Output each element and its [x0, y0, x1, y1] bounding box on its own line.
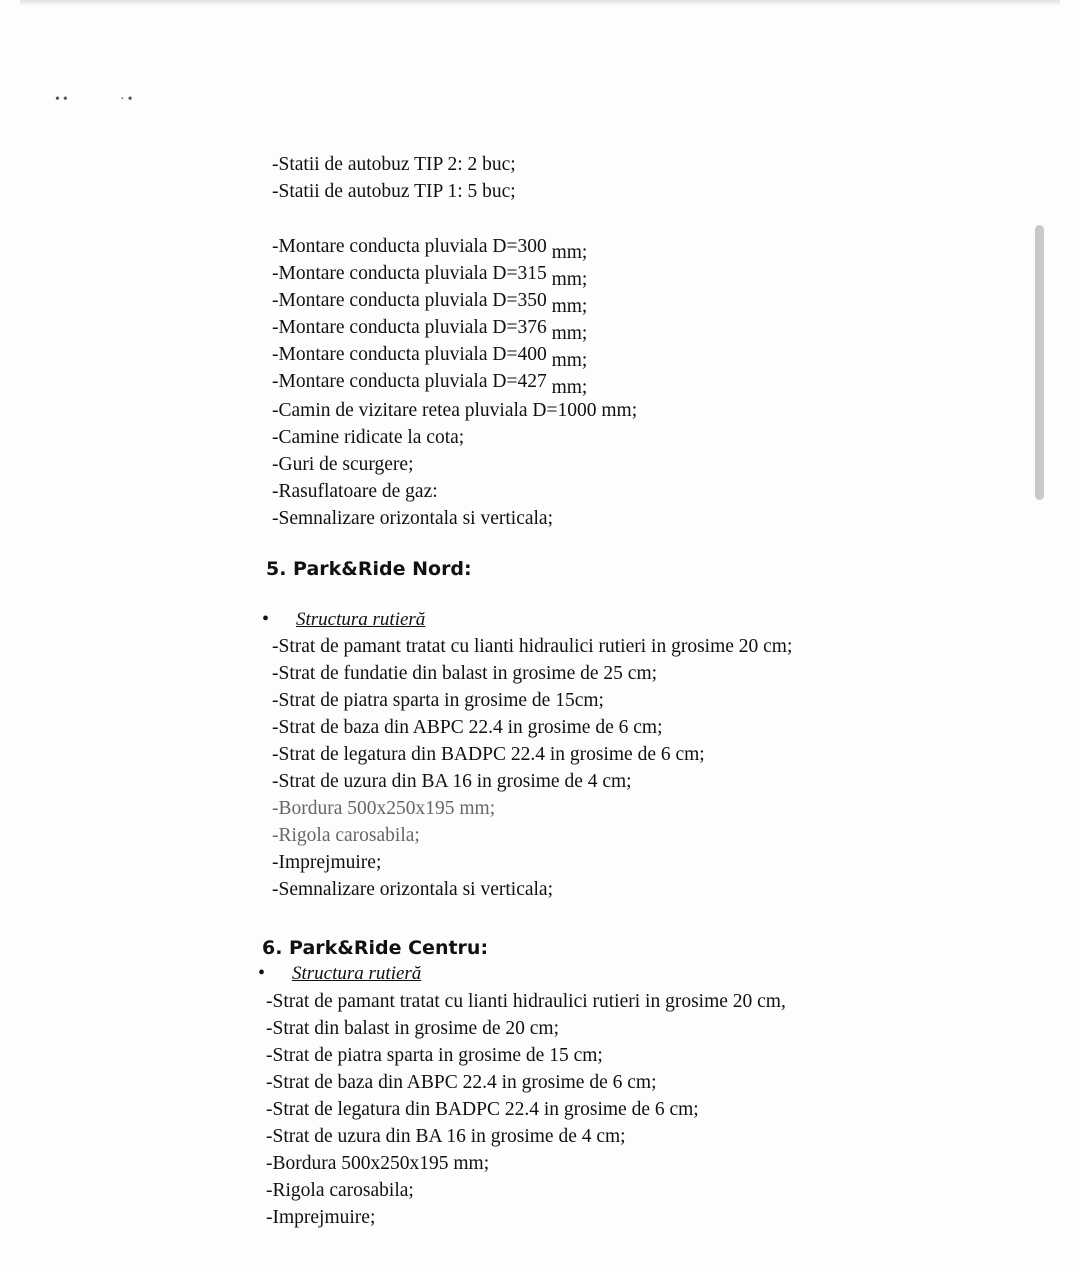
list-item: -Semnalizare orizontala si verticala;: [272, 879, 553, 900]
list-item: -Bordura 500x250x195 mm;: [266, 1153, 490, 1174]
bullet-label: Structura rutieră: [296, 609, 426, 630]
storm-pipes-list: [272, 233, 588, 398]
list-item: -Strat de uzura din BA 16 in grosime de 4 cm;: [266, 1126, 626, 1147]
list-item: -Montare conducta pluviala D=350 mm;: [272, 290, 588, 317]
list-item: -Strat de pamant tratat cu lianti hidraulici rutieri in grosime 20 cm;: [272, 636, 793, 657]
list-item: -Montare conducta pluviala D=400 mm;: [272, 344, 588, 371]
bullet-structura-rutiera: [258, 962, 421, 985]
list-item: -Strat din balast in grosime de 20 cm;: [266, 1018, 559, 1039]
list-item: -Statii de autobuz TIP 2: 2 buc;: [272, 154, 516, 175]
bus-stations-list: [272, 151, 516, 205]
list-item: -Bordura 500x250x195 mm;: [272, 798, 496, 819]
scan-speck: ••: [55, 92, 71, 107]
list-item: -Strat de fundatie din balast in grosime de 25 cm;: [272, 663, 658, 684]
bullet-structura-rutiera: [262, 608, 425, 631]
list-item: -Camin de vizitare retea pluviala D=1000 mm;: [272, 400, 638, 421]
list-item: -Strat de pamant tratat cu lianti hidraulici rutieri in grosime 20 cm,: [266, 991, 786, 1012]
list-item: -Rigola carosabila;: [272, 825, 420, 846]
list-item: -Guri de scurgere;: [272, 454, 414, 475]
bullet-dot-icon: •: [258, 962, 266, 984]
list-item: -Montare conducta pluviala D=427 mm;: [272, 371, 588, 398]
scan-edge-shadow: [20, 0, 1060, 6]
list-item: -Strat de piatra sparta in grosime de 15 cm;: [266, 1045, 603, 1066]
bullet-label: Structura rutieră: [292, 963, 422, 984]
list-item: -Semnalizare orizontala si verticala;: [272, 508, 553, 529]
list-item: -Rigola carosabila;: [266, 1180, 414, 1201]
list-item: -Strat de baza din ABPC 22.4 in grosime de 6 cm;: [266, 1072, 657, 1093]
scrollbar-thumb[interactable]: [1035, 225, 1044, 500]
section-heading-park-ride-centru: 6. Park&Ride Centru:: [262, 937, 489, 959]
list-item: -Strat de uzura din BA 16 in grosime de 4 cm;: [272, 771, 632, 792]
list-item: -Imprejmuire;: [266, 1207, 376, 1228]
park-ride-centru-list: [266, 988, 786, 1231]
list-item: -Montare conducta pluviala D=300 mm;: [272, 236, 588, 263]
list-item: -Strat de legatura din BADPC 22.4 in grosime de 6 cm;: [266, 1099, 699, 1120]
list-item: -Montare conducta pluviala D=315 mm;: [272, 263, 588, 290]
bullet-dot-icon: •: [262, 608, 270, 630]
list-item: -Statii de autobuz TIP 1: 5 buc;: [272, 181, 516, 202]
list-item: -Camine ridicate la cota;: [272, 427, 465, 448]
drainage-works-list: [272, 397, 637, 532]
scan-speck: ·•: [120, 92, 136, 107]
list-item: -Strat de baza din ABPC 22.4 in grosime de 6 cm;: [272, 717, 663, 738]
list-item: -Strat de legatura din BADPC 22.4 in grosime de 6 cm;: [272, 744, 705, 765]
list-item: -Montare conducta pluviala D=376 mm;: [272, 317, 588, 344]
list-item: -Rasuflatoare de gaz:: [272, 481, 438, 502]
section-heading-park-ride-nord: 5. Park&Ride Nord:: [266, 558, 472, 580]
list-item: -Imprejmuire;: [272, 852, 382, 873]
park-ride-nord-list: [272, 633, 792, 903]
list-item: -Strat de piatra sparta in grosime de 15cm;: [272, 690, 604, 711]
